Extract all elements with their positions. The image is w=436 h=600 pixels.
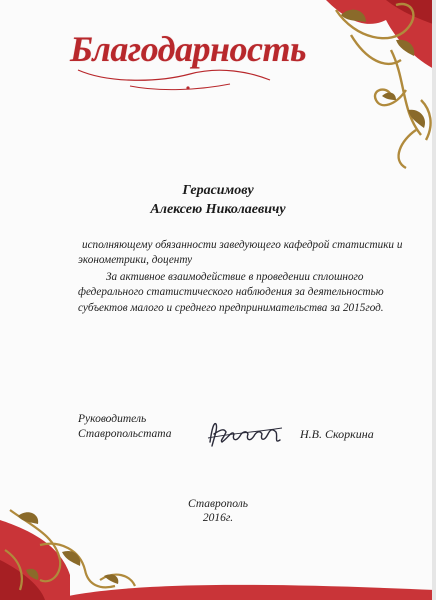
signer-role-line2: Ставропольстата: [78, 428, 172, 440]
top-right-floral-ornament-icon: [296, 0, 436, 170]
recipient-name: Алексею Николаевичу: [150, 202, 286, 217]
bottom-floral-ornament-icon: [0, 490, 436, 600]
signer-role: [78, 412, 171, 442]
certificate-title: Благодарность: [70, 29, 306, 69]
recipient-surname: Герасимову: [182, 183, 254, 198]
year: 2016г.: [202, 512, 234, 524]
body-paragraph-position: исполняющему обязанности заведующего кафедрой статистики и эконометрики, доценту: [78, 239, 403, 267]
paper-edge: [432, 0, 436, 600]
signer-role-line1: Руководитель: [78, 413, 147, 425]
signer-name: Н.В. Скоркина: [300, 427, 374, 441]
title-block: [70, 22, 306, 82]
body-paragraph-reason: За активное взаимодействие в проведении сплошного федерального статистического наблюдения за деятельностью субъектов малого и среднего предпринимательства за 2015год.: [78, 271, 384, 314]
handwritten-signature: [206, 416, 284, 452]
place: Ставрополь: [188, 498, 248, 510]
